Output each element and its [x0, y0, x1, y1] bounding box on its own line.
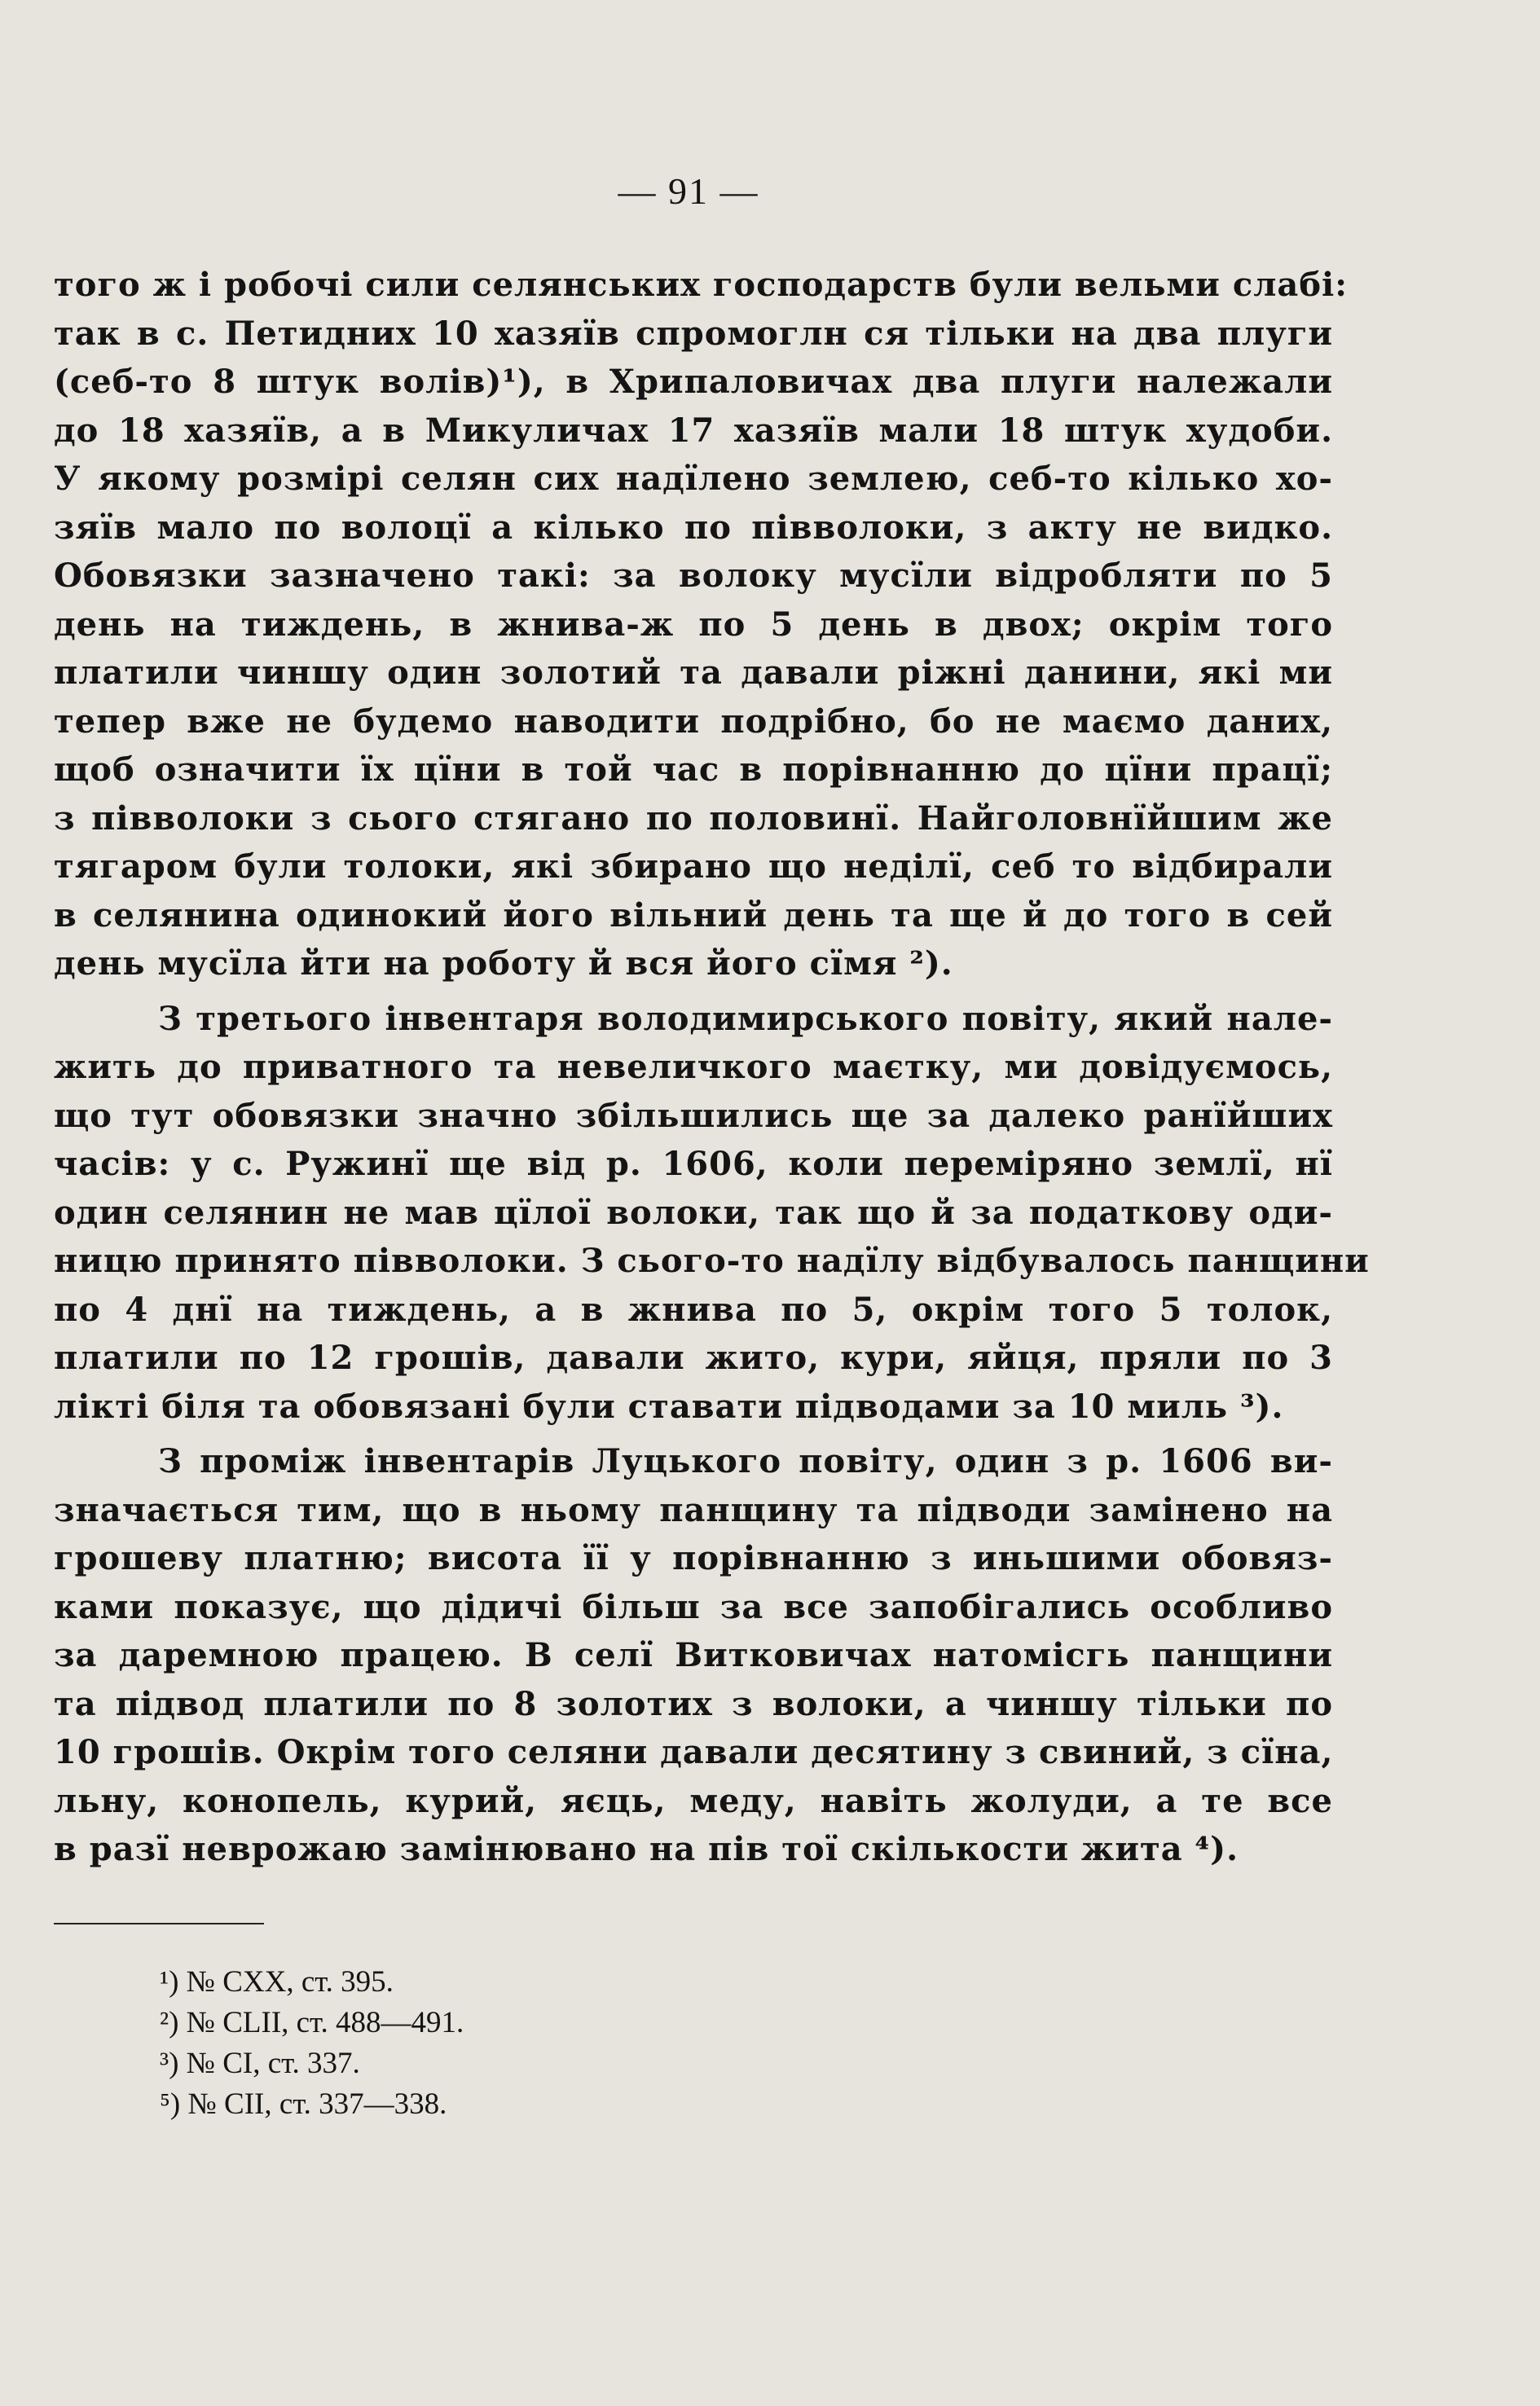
text-line: часів: у с. Ружинї ще від р. 1606, коли переміряно землї, нї	[54, 1145, 1333, 1183]
text-line: з півволоки з сього стягано по половинї. Найголовнїйшим же	[54, 798, 1333, 838]
text-line: тягаром були толоки, які збирано що неділї, себ то відбирали	[54, 847, 1333, 886]
text-line: платили чиншу один золотий та давали ріжні данини, які ми	[54, 653, 1333, 692]
text-line: день на тиждень, в жнива-ж по 5 день в двох; окрім того	[54, 605, 1333, 644]
text-line: лікті біля та обовязані були ставати підводами за 10 миль ³).	[54, 1387, 1284, 1426]
footnote-3: ³) № CI, ст. 337.	[160, 2047, 360, 2080]
text-line: З проміж інвентарів Луцького повіту, один з р. 1606 ви-	[158, 1442, 1333, 1480]
text-line: в селянина одинокий його вільний день та ще й до того в сей	[54, 895, 1333, 935]
text-line: тепер вже не будемо наводити подрібно, бо не маємо даних,	[54, 702, 1333, 741]
text-line: (себ-то 8 штук волів)¹), в Хрипаловичах два плуги належали	[54, 363, 1333, 401]
text-line: Обовязки зазначено такі: за волоку мусїли відробляти по 5	[54, 556, 1333, 595]
text-line: день мусїла йти на роботу й вся його сїмя ²).	[54, 944, 953, 983]
text-line: того ж і робочі сили селянських господарств були вельми слабі:	[54, 266, 1348, 304]
text-line: до 18 хазяїв, а в Микуличах 17 хазяїв мали 18 штук худоби.	[54, 411, 1333, 450]
text-line: що тут обовязки значно збільшились ще за далеко ранїйших	[54, 1096, 1333, 1135]
text-line: льну, конопель, курий, яєць, меду, навіть жолуди, а те все	[54, 1781, 1333, 1820]
footnotes	[160, 1962, 464, 2125]
paragraph-3	[54, 1437, 1333, 1874]
text-line: та підвод платили по 8 золотих з волоки, а чиншу тільки по	[54, 1684, 1333, 1723]
text-line: так в с. Петидних 10 хазяїв спромоглн ся тільки на два плуги	[54, 314, 1333, 353]
footnote-2: ²) № CLII, ст. 488—491.	[160, 2006, 464, 2039]
text-line: один селянин не мав цїлої волоки, так що й за податкову оди-	[54, 1193, 1333, 1232]
text-line: за даремною працею. В селї Витковичах натомісгь панщини	[54, 1636, 1333, 1674]
text-line: зяїв мало по волоцї а кілько по півволоки, з акту не видко.	[54, 508, 1333, 547]
footnote-1: ¹) № CXX, ст. 395.	[160, 1965, 394, 1999]
footnote-separator	[54, 1923, 264, 1924]
page-number: — 91 —	[618, 170, 759, 212]
text-line: У якому розмірі селян сих надїлено землею, себ-то кілько хо-	[54, 460, 1333, 498]
text-line: грошеву платню; висота її у порівнанню з иньшими обовяз-	[54, 1539, 1333, 1577]
text-line: З третього інвентаря володимирського повіту, який нале-	[158, 999, 1333, 1038]
paragraph-2	[54, 995, 1370, 1432]
text-line: жить до приватного та невеличкого маєтку, ми довідуємось,	[54, 1048, 1333, 1086]
text-line: значається тим, що в ньому панщину та підводи замінено на	[54, 1490, 1333, 1529]
paragraph-1	[54, 261, 1348, 988]
text-line: в разї неврожаю замінювано на пів тої скількости жита ⁴).	[54, 1830, 1239, 1868]
text-line: ками показує, що дідичі більш за все запобігались особливо	[54, 1587, 1333, 1626]
text-line: щоб означити їх цїни в той час в порівнанню до цїни працї;	[54, 750, 1333, 789]
body-text	[54, 261, 1370, 1880]
text-line: платили по 12 грошів, давали жито, кури, яйця, пряли по 3	[54, 1339, 1333, 1377]
text-line: ницю принято півволоки. З сього-то надїлу відбувалось панщини	[54, 1242, 1370, 1280]
footnote-4: ⁵) № CII, ст. 337—338.	[160, 2087, 447, 2121]
text-line: 10 грошів. Окрім того селяни давали десятину з свиний, з сїна,	[54, 1733, 1334, 1771]
text-line: по 4 днї на тиждень, а в жнива по 5, окрім того 5 толок,	[54, 1290, 1333, 1329]
